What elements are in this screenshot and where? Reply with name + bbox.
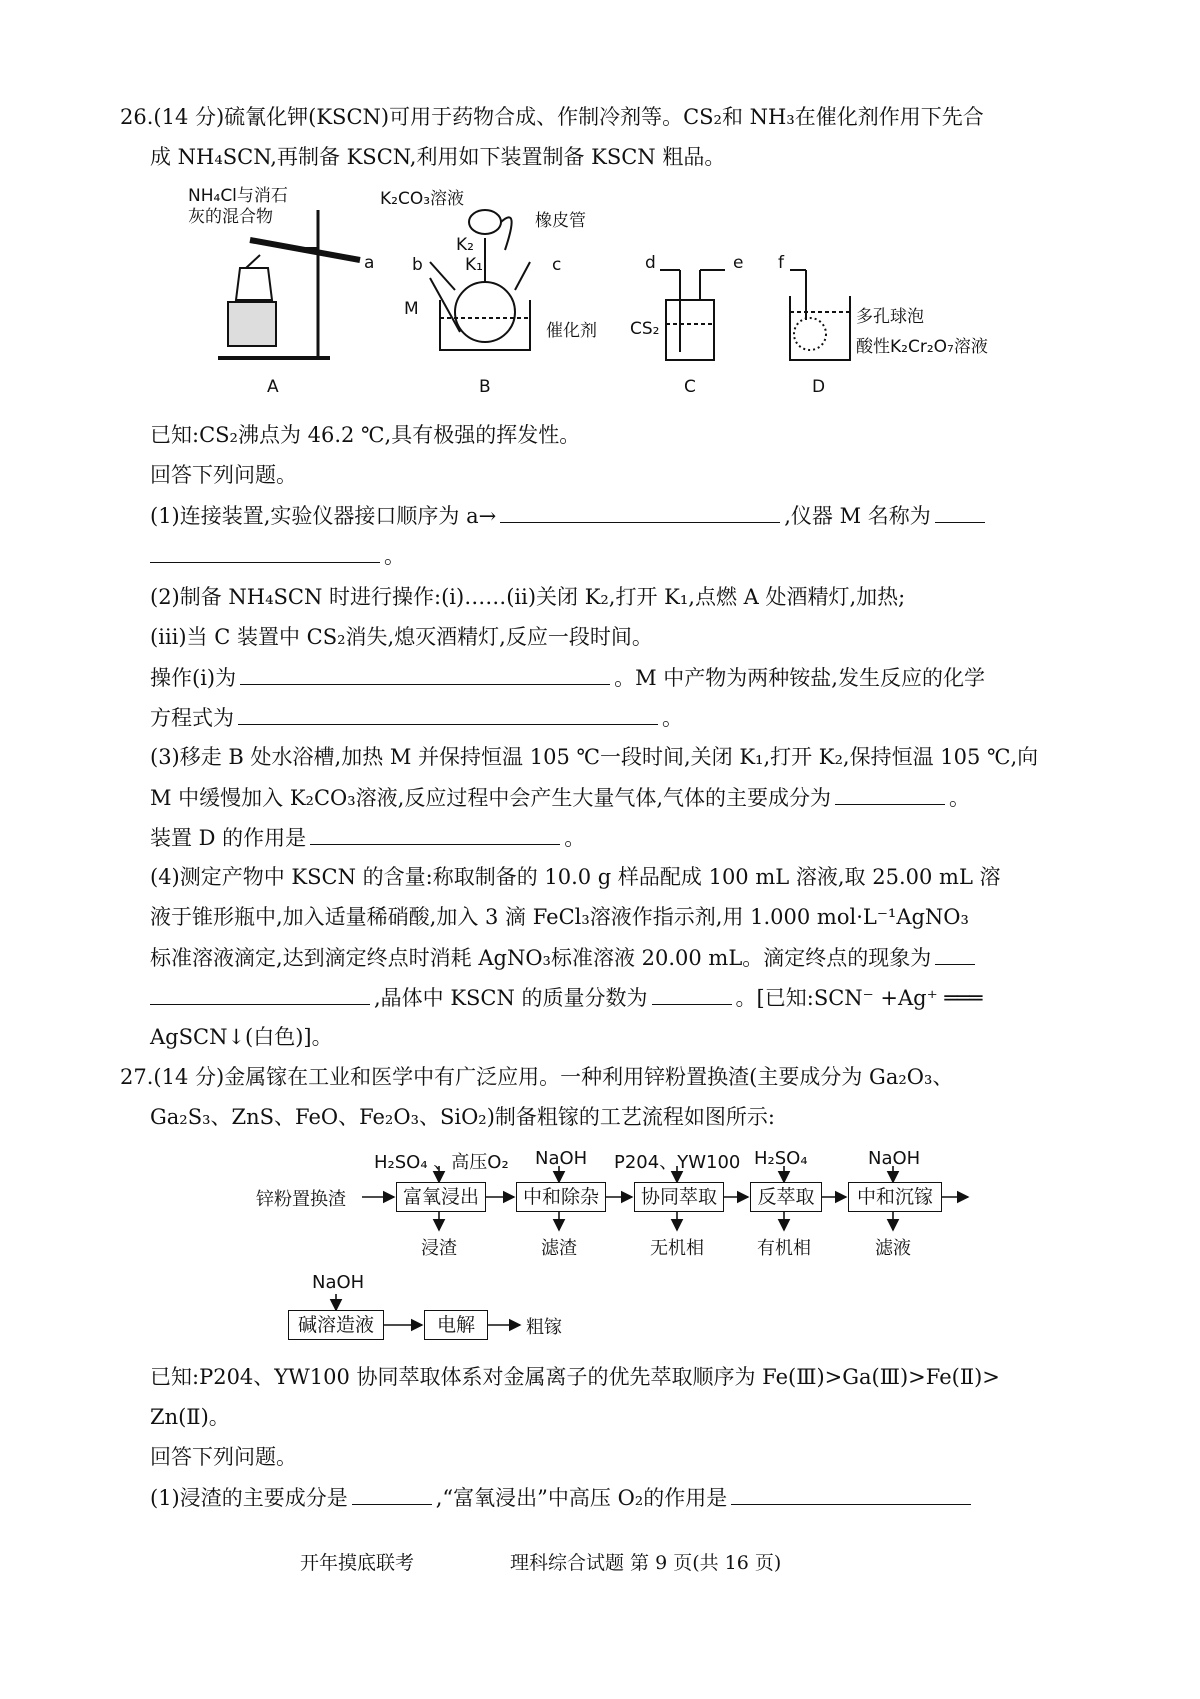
- q26-part3-line3: [150, 822, 585, 853]
- flow-output-2: 滤渣: [541, 1238, 577, 1259]
- flow-row2-step-1: 碱溶造液: [288, 1310, 384, 1340]
- q26-part2-text-d: 。M 中产物为两种铵盐,发生反应的化学: [614, 666, 985, 690]
- rubber-tube-label: 橡皮管: [535, 211, 586, 231]
- answer-blank-4a[interactable]: [935, 942, 975, 965]
- caption-d: D: [812, 377, 826, 397]
- k1-label: K₁: [465, 255, 483, 275]
- flow-reagent-5: NaOH: [868, 1148, 921, 1169]
- q27-header: 27.(14 分)金属镓在工业和医学中有广泛应用。一种利用锌粉置换渣(主要成分为 Ga₂O₃、: [120, 1065, 954, 1089]
- q26-part1-text-c: 。: [384, 544, 405, 568]
- q26-part3-text-b: M 中缓慢加入 K₂CO₃溶液,反应过程中会产生大量气体,气体的主要成分为: [150, 786, 832, 810]
- flow-reagent-3: P204、YW100: [614, 1152, 741, 1173]
- caption-a: A: [267, 377, 279, 397]
- flow-step-2: 中和除杂: [516, 1182, 606, 1212]
- flow-output-1: 浸渣: [421, 1238, 457, 1259]
- answer-blank-2b[interactable]: [238, 702, 658, 725]
- q27-part1-text-b: ,“富氧浸出”中高压 O₂的作用是: [435, 1486, 728, 1510]
- q26-part3-line2: [150, 782, 970, 813]
- q26-part4-text-e: 。[已知:SCN⁻ +Ag⁺ ═══: [735, 986, 983, 1010]
- caption-c: C: [684, 377, 696, 397]
- answer-blank-4b[interactable]: [150, 982, 370, 1005]
- q27-answer-prompt: 回答下列问题。: [150, 1445, 297, 1469]
- q26-part4-line3: [150, 942, 979, 973]
- answer-blank-1b[interactable]: [935, 500, 985, 523]
- q26-header-line2: 成 NH₄SCN,再制备 KSCN,利用如下装置制备 KSCN 粗品。: [150, 145, 726, 169]
- flow-product: 粗镓: [526, 1317, 562, 1338]
- port-b-label: b: [412, 255, 423, 275]
- answer-blank-1c[interactable]: [150, 540, 380, 563]
- answer-blank-2a[interactable]: [240, 662, 610, 685]
- flow-output-4: 有机相: [757, 1238, 811, 1259]
- flow-step-1: 富氧浸出: [396, 1182, 486, 1212]
- flow-row2-step-2: 电解: [424, 1310, 488, 1340]
- q26-part4-text-c: 标准溶液滴定,达到滴定终点时消耗 AgNO₃标准溶液 20.00 mL。滴定终点的现象为: [150, 946, 932, 970]
- catalyst-label: 催化剂: [546, 321, 597, 341]
- port-e-label: e: [733, 253, 744, 273]
- d-solution-label: 酸性K₂Cr₂O₇溶液: [856, 337, 988, 357]
- q26-part3-text-d: 装置 D 的作用是: [150, 826, 307, 850]
- q27-answer-blank-1b[interactable]: [731, 1482, 971, 1505]
- q26-part2-line3: [150, 662, 985, 693]
- flow-reagent-1: H₂SO₄ 、高压O₂: [374, 1152, 509, 1173]
- q26-part2-line1: (2)制备 NH₄SCN 时进行操作:(ⅰ)……(ⅱ)关闭 K₂,打开 K₁,点燃 A 处酒精灯,加热;: [150, 585, 906, 609]
- q26-part2-line2: (ⅲ)当 C 装置中 CS₂消失,熄灭酒精灯,反应一段时间。: [150, 625, 653, 649]
- q27-header-line2: Ga₂S₃、ZnS、FeO、Fe₂O₃、SiO₂)制备粗镓的工艺流程如图所示:: [150, 1105, 775, 1129]
- k2-label: K₂: [456, 235, 474, 255]
- cs2-label: CS₂: [630, 319, 660, 339]
- apparatus-d: [790, 270, 850, 360]
- flow-step-4: 反萃取: [750, 1182, 822, 1212]
- q26-known: 已知:CS₂沸点为 46.2 ℃,具有极强的挥发性。: [150, 423, 581, 447]
- q26-part2-text-e: 方程式为: [150, 706, 234, 730]
- apparatus-c: [660, 270, 725, 360]
- q26-part3-text-e: 。: [564, 826, 586, 850]
- port-a-label: a: [364, 253, 375, 273]
- m-label: M: [404, 299, 419, 319]
- b-reagent-label: K₂CO₃溶液: [380, 189, 465, 209]
- answer-blank-3b[interactable]: [310, 822, 560, 845]
- q26-answer-prompt: 回答下列问题。: [150, 463, 297, 487]
- q26-part1-cont: [150, 540, 405, 571]
- a-reagent-label-2: 灰的混合物: [188, 207, 273, 227]
- flow-reagent-4: H₂SO₄: [754, 1148, 808, 1169]
- flow-output-3: 无机相: [650, 1238, 704, 1259]
- q27-part1-text-a: (1)浸渣的主要成分是: [150, 1486, 348, 1510]
- q27-part1: [150, 1482, 975, 1513]
- q26-part3-line1: (3)移走 B 处水浴槽,加热 M 并保持恒温 105 ℃一段时间,关闭 K₁,打开 K₂,保持恒温 105 ℃,向: [150, 745, 1039, 769]
- answer-blank-4c[interactable]: [652, 982, 732, 1005]
- a-reagent-label-1: NH₄Cl与消石: [188, 186, 288, 206]
- q27-known-line2: Zn(Ⅱ)。: [150, 1405, 230, 1429]
- flow-step-5: 中和沉镓: [848, 1182, 942, 1212]
- q26-part4-text-d: ,晶体中 KSCN 的质量分数为: [374, 986, 648, 1010]
- flow-row2-reagent: NaOH: [312, 1272, 365, 1293]
- q26-part4-line2: 液于锥形瓶中,加入适量稀硝酸,加入 3 滴 FeCl₃溶液作指示剂,用 1.000 mol·L⁻¹AgNO₃: [150, 905, 969, 929]
- caption-b: B: [479, 377, 491, 397]
- apparatus-diagram: [0, 0, 1200, 400]
- porous-bulb-label: 多孔球泡: [856, 307, 924, 327]
- port-c-label: c: [552, 255, 562, 275]
- q26-part3-text-c: 。: [949, 786, 971, 810]
- flow-output-5: 滤液: [875, 1238, 911, 1259]
- q26-part2-line4: [150, 702, 683, 733]
- apparatus-b: [430, 210, 530, 350]
- answer-blank-3a[interactable]: [835, 782, 945, 805]
- port-f-label: f: [778, 253, 784, 273]
- q26-part1-text-b: ,仪器 M 名称为: [784, 504, 931, 528]
- footer-exam-name: 开年摸底联考: [300, 1552, 415, 1574]
- port-d-label: d: [645, 253, 656, 273]
- q26-part4-line4: [150, 982, 982, 1013]
- q27-known-line1: 已知:P204、YW100 协同萃取体系对金属离子的优先萃取顺序为 Fe(Ⅲ)>Ga(Ⅲ)>Fe(Ⅱ)>: [150, 1365, 1000, 1389]
- q26-part1-text-a: (1)连接装置,实验仪器接口顺序为 a→: [150, 504, 497, 528]
- q26-part1: [150, 500, 989, 531]
- flow-reagent-2: NaOH: [535, 1148, 588, 1169]
- q26-part4-line5: AgSCN↓(白色)]。: [150, 1025, 333, 1049]
- answer-blank-1a[interactable]: [500, 500, 780, 523]
- flow-step-3: 协同萃取: [634, 1182, 724, 1212]
- q26-part2-text-c: 操作(ⅰ)为: [150, 666, 237, 690]
- q26-part2-text-f: 。: [662, 706, 683, 730]
- q26-header: 26.(14 分)硫氰化钾(KSCN)可用于药物合成、作制冷剂等。CS₂和 NH₃在催化剂作用下先合: [120, 105, 984, 129]
- flow-input: 锌粉置换渣: [256, 1189, 346, 1210]
- q27-answer-blank-1a[interactable]: [352, 1482, 432, 1505]
- q26-part4-line1: (4)测定产物中 KSCN 的含量:称取制备的 10.0 g 样品配成 100 mL 溶液,取 25.00 mL 溶: [150, 865, 1001, 889]
- apparatus-a: [218, 210, 360, 358]
- footer-page-info: 理科综合试题 第 9 页(共 16 页): [510, 1552, 782, 1574]
